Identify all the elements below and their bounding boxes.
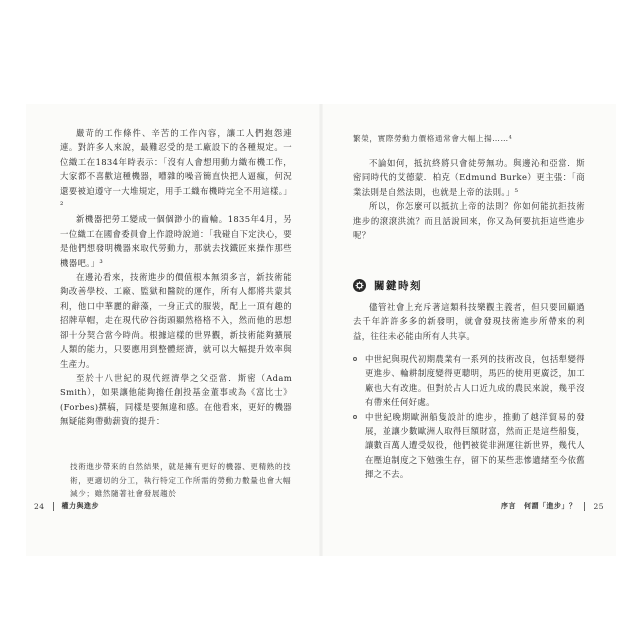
list-item <box>353 352 585 410</box>
footer-divider <box>53 502 54 511</box>
block-quote <box>70 460 292 501</box>
bullet-icon <box>353 352 365 366</box>
footer-divider <box>584 502 585 511</box>
left-body-text <box>60 126 292 429</box>
section-body-text <box>353 300 585 343</box>
section-title: 關鍵時刻 <box>374 279 422 292</box>
block-quote-continued <box>353 132 583 146</box>
left-page <box>26 104 321 556</box>
page-number: 24 <box>34 501 45 511</box>
right-page <box>321 104 616 556</box>
gear-circle-icon <box>353 279 366 292</box>
page-number: 25 <box>593 501 604 511</box>
list-item-text: 中世紀與現代初期農業有一系列的技術改良，包括犁變得更進步、輪耕制度變得更聰明，馬匹的使用更廣泛，加工廠也大有改進。但對於占人口近九成的農民來說，幾乎沒有帶來任何好處。 <box>365 354 585 408</box>
list-item-text: 中世紀晚期歐洲船隻設計的進步，推動了越洋貿易的發展，並讓少數歐洲人取得巨額財富，然而正是這些船隻，讓數百萬人遭受奴役，他們被從非洲運往新世界，幾代人在壓迫制度之下勉強生存，留下的某些悲慘遺緒至今依舊揮之不去。 <box>365 411 585 480</box>
bullet-list <box>353 352 585 482</box>
paragraph: 在邊沁看來，技術進步的價值根本無須多言，新技術能夠改善學校、工廠、監獄和醫院的運作，所有人都將共蒙其利，他口中華麗的辭藻，一身正式的服裝，配上一頂有趣的招牌草帽，走在現代矽谷街頭顯然格格不入，然而他的思想卻十分契合當今時尚。根據這樣的世界觀，新技術能夠擴展人類的能力，只要應用到整體經濟，就可以大幅提升效率與生產力。 <box>60 272 292 369</box>
list-item <box>353 410 585 482</box>
quote-text: 繁榮，實際勞動力價格通常會大幅上揚……⁴ <box>353 134 513 143</box>
chapter-label: 序言 <box>500 502 516 510</box>
left-footer <box>34 501 99 511</box>
paragraph: 新機器把勞工變成一個個渺小的齒輪。1835年4月，另一位織工在國會委員會上作證時說道：「我碰自下定決心，要是他們想發明機器來取代勞動力，那就去找鐵匠來操作那些機器吧。」³ <box>60 214 292 268</box>
bullet-icon <box>353 410 365 424</box>
right-footer <box>501 501 604 511</box>
paragraph: 至於十八世紀的現代經濟學之父亞當．斯密（Adam Smith），如果讓他能夠擔任創投基金董事或為《富比士》(Forbes)撰稿，同樣是要無違和感。在他看來，更好的機器無疑能夠帶動薪資的提升： <box>60 372 292 427</box>
paragraph: 儘管社會上充斥著這類科技樂觀主義者，但只要回顧過去千年許許多多的新發明，就會發現技術進步所帶來的利益，往往未必能由所有人共享。 <box>353 302 585 341</box>
running-title: 何謂「進步」？ <box>523 502 577 510</box>
paragraph: 所以，你怎麼可以抵抗上帝的法則？你如何能抗拒技術進步的滾滾洪流？而且話說回來，你又為何要抗拒這些進步呢？ <box>353 201 585 241</box>
running-title: 權力與進步 <box>61 502 100 510</box>
book-spread <box>26 104 616 556</box>
paragraph: 嚴苛的工作條件、辛苦的工作內容，讓工人們抱怨連連。對許多人來說，最難忍受的是工廠設下的各種規定。一位織工在1834年時表示：「沒有人會想用動力織布機工作，大家都不喜歡這種機器，嘈雜的噪音簡直快把人逼瘋，何況還要被迫遵守一大堆規定，用手工織布機時完全不用這樣。」² <box>60 128 292 211</box>
paragraph: 不論如何，抵抗終將只會徒勞無功。與邊沁和亞當．斯密同時代的艾德蒙．柏克（Edmund Burke）更主張：「商業法則是自然法則，也就是上帝的法則。」⁵ <box>353 158 585 197</box>
quote-text: 技術進步帶來的自然結果，就是擁有更好的機器、更精熟的技術，更適切的分工，執行特定工作所需的勞動力數量也會大幅減少；雖然隨著社會發展趨於 <box>70 462 292 498</box>
right-body-text <box>353 156 585 242</box>
section-heading <box>353 276 585 294</box>
